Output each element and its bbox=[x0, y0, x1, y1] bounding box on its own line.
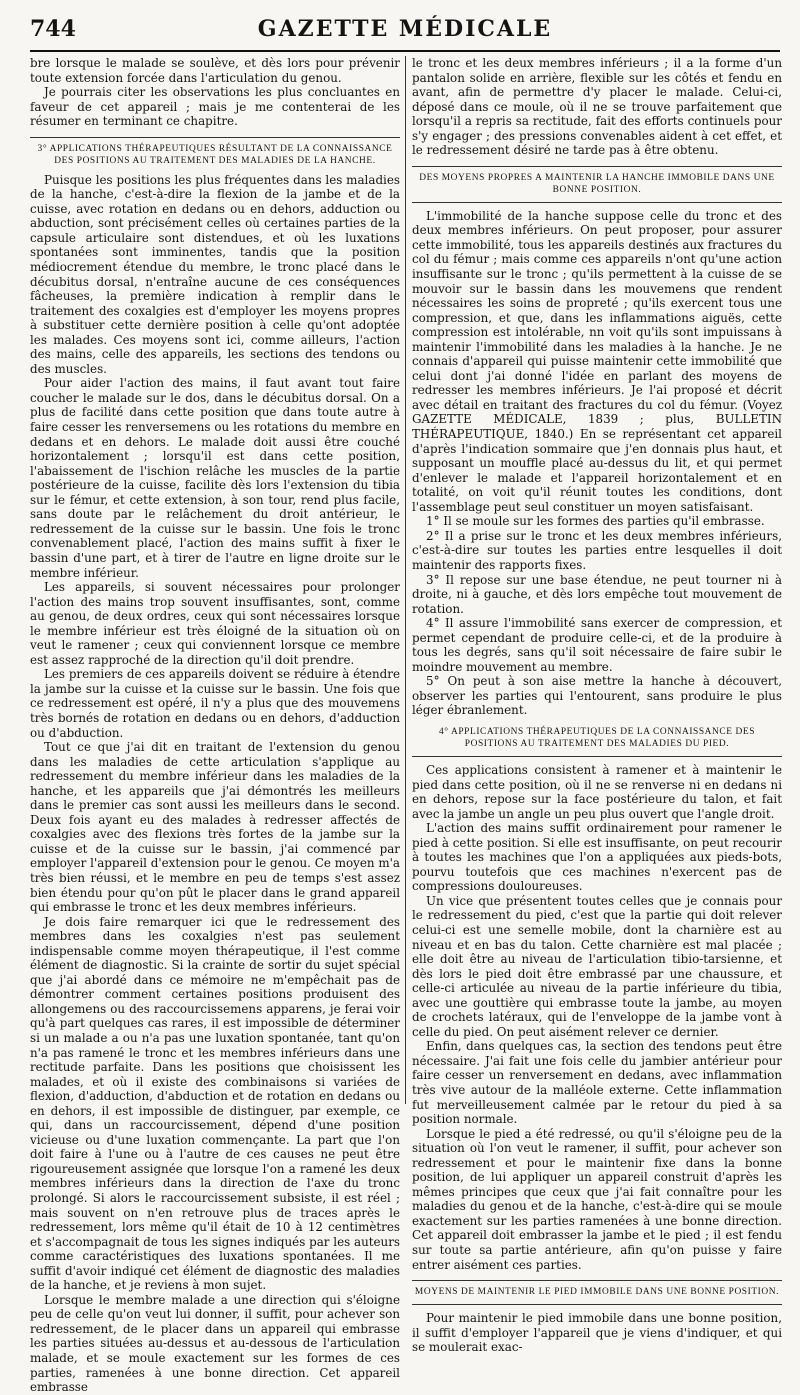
list-item: 3° Il repose sur une base étendue, ne peut tourner ni à droite, ni à gauche, et dès lors empêche tout mouvement de rotation. bbox=[412, 572, 782, 616]
paragraph: Ces applications consistent à ramener et à maintenir le pied dans cette position, où il ne se renverse ni en dedans ni en dehors, repose sur la face postérieure du talon, et fait avec la jambe un angle un peu plus ouvert que l'angle droit. bbox=[412, 762, 782, 821]
paragraph: Je pourrais citer les observations les plus concluantes en faveur de cet appareil ; mais je me contenterai de les résumer en terminant ce chapitre. bbox=[30, 85, 400, 129]
paragraph: Puisque les positions les plus fréquentes dans les maladies de la hanche, c'est-à-dire la flexion de la jambe et de la cuisse, avec rotation en dedans ou en dehors, adduction ou abduction, sont précisément celles où certaines parties de la capsule articulaire sont distendues, et où les luxations spontanées sont imminentes, tandis que la position médiocrement étendue du membre, le tronc placé dans le décubitus dorsal, n'entraîne aucune de ces conséquences fâcheuses, la première indication à remplir dans le traitement des coxalgies est d'employer les moyens propres à substituer cette dernière position à celle qu'ont adoptée les malades. Ces moyens sont ici, comme ailleurs, l'action des mains, celle des appareils, les sections des tendons ou des muscles. bbox=[30, 172, 400, 376]
running-title: GAZETTE MÉDICALE bbox=[257, 16, 553, 42]
page-header bbox=[30, 14, 780, 52]
list-item: 1° Il se moule sur les formes des parties qu'il embrasse. bbox=[426, 514, 765, 529]
paragraph: Les appareils, si souvent nécessaires pour prolonger l'action des mains trop souvent insuffisantes, sont, comme au genou, de deux ordres, ceux qui sont nécessaires lorsque le membre inférieur est très éloigné de la situation où on veut le ramener ; ceux qui conviennent lorsque ce membre est assez rapproché de la direction qu'il doit prendre. bbox=[30, 580, 400, 667]
column-divider bbox=[405, 56, 406, 1104]
section-heading-hip: 3° APPLICATIONS THÉRAPEUTIQUES RÉSULTANT DE LA CONNAISSANCE DES POSITIONS AU TRAITEMENT DES MALADIES DE LA HANCHE. bbox=[30, 137, 400, 167]
paragraph: Tout ce que j'ai dit en traitant de l'extension du genou dans les maladies de cette articulation s'applique au redressement du membre inférieur dans les maladies de la hanche, et les appareils que j'ai démontrés les meilleurs dans le premier cas sont aussi les meilleurs dans le second. Deux fois ayant eu des malades à redresser affectés de coxalgies avec des flexions très fortes de la jambe sur la cuisse et de la cuisse sur le bassin, j'ai commencé par employer l'appareil d'extension pour le genou. Ce moyen m'a très bien réussi, et le membre en peu de temps s'est assez bien étendu pour qu'on pût le placer dans le grand appareil qui embrasse le tronc et les deux membres inférieurs. bbox=[30, 740, 400, 915]
paragraph: Un vice que présentent toutes celles que je connais pour le redressement du pied, c'est que la partie qui doit relever celui-ci est une semelle mobile, dont la charnière est au niveau et en bas du talon. Cette charnière est mal placée ; elle doit être au niveau de l'articulation tibio-tarsienne, et dès lors le pied doit être embrassé par une chaussure, et celle-ci articulée au niveau de la partie inférieure du tibia, avec une gouttière qui embrasse toute la jambe, au moyen de crochets latéraux, qui de l'enveloppe de la jambe vont à celle du pied. On peut aisément relever ce dernier. bbox=[412, 893, 782, 1039]
paragraph: Lorsque le pied a été redressé, ou qu'il s'éloigne peu de la situation où l'on veut le ramener, il suffit, pour achever son redressement et pour le maintenir fixe dans la bonne position, de lui appliquer un appareil construit d'après les mêmes principes que ceux que j'ai fait connaître pour les maladies du genou et de la hanche, c'est-à-dire qui se moule exactement sur les parties ramenées à une bonne direction. Cet appareil doit embrasser la jambe et le pied ; il est fendu sur toute sa partie antérieure, afin qu'on puisse y faire entrer aisément ces parties. bbox=[412, 1126, 782, 1272]
paragraph: Je dois faire remarquer ici que le redressement des membres dans les coxalgies n'est pas seulement indispensable comme moyen thérapeutique, il l'est comme élément de diagnostic. Si la crainte de sortir du sujet spécial que j'ai abordé dans ce mémoire ne m'empêchait pas de démontrer comment certaines positions produisent des allongemens ou des raccourcissemens apparens, je ferai voir qu'à part quelques cas rares, il est impossible de déterminer si un malade a ou n'a pas une luxation spontanée, tant qu'on n'a pas ramené le tronc et les membres inférieurs dans une rectitude parfaite. Dans les positions que choisissent les malades, et où il existe des combinaisons si variées de flexion, d'adduction, d'abduction et de rotation en dedans ou en dehors, il est impossible de distinguer, par exemple, ce qui, dans un raccourcissement, dépend d'une position vicieuse ou d'une luxation commençante. La part que l'on doit faire à l'une ou à l'autre de ces causes ne peut être rigoureusement assignée que lorsque l'on a ramené les deux membres inférieurs dans la direction de l'axe du tronc prolongé. Si alors le raccourcissement subsiste, il est réel ; mais souvent on n'en retrouve plus de traces après le redressement, lors même qu'il était de 10 à 12 centimètres et s'accompagnait de tous les signes indiqués par les auteurs comme caractéristiques des luxations spontanées. Il me suffit d'avoir indiqué cet élément de diagnostic des maladies de la hanche, et je reviens à mon sujet. bbox=[30, 914, 400, 1293]
right-column bbox=[412, 56, 782, 1355]
paragraph: Pour maintenir le pied immobile dans une bonne position, il suffit d'employer l'appareil que je viens d'indiquer, et qui se moulerait exac- bbox=[412, 1311, 782, 1355]
paragraph: Pour aider l'action des mains, il faut avant tout faire coucher le malade sur le dos, dans le décubitus dorsal. On a plus de facilité dans cette position que dans toute autre à faire cesser les renversemens ou les rotations du membre en dedans et en dehors. Le malade doit aussi être couché horizontalement ; lorsqu'il est dans cette position, l'abaissement de l'ischion relâche les muscles de la partie postérieure de la cuisse, facilite dès lors l'extension du tibia sur le fémur, et cette extension, à son tour, rend plus facile, sans doute par le relâchement du droit antérieur, le redressement de la cuisse sur le bassin. Une fois le tronc convenablement placé, l'action des mains suffit à fixer le bassin d'une part, et à tirer de l'autre en ligne droite sur le membre inférieur. bbox=[30, 376, 400, 580]
paragraph: le tronc et les deux membres inférieurs ; il a la forme d'un pantalon solide en arrière, flexible sur les côtés et fendu en avant, afin de permettre d'y placer le malade. Celui-ci, déposé dans ce moule, où il ne se trouve parfaitement que lorsqu'il a repris sa rectitude, fait des efforts continuels pour s'y engager ; des pressions convenables aident à cet effet, et le redressement désiré ne tarde pas à être obtenu. bbox=[412, 56, 782, 158]
list-item: 4° Il assure l'immobilité sans exercer de compression, et permet cependant de produire celle-ci, et de la produire à tous les degrés, sans qu'il soit nécessaire de faire subir le moindre mouvement au membre. bbox=[412, 616, 782, 674]
list-item: 2° Il a prise sur le tronc et les deux membres inférieurs, c'est-à-dire sur toutes les parties entre lesquelles il doit maintenir des rapports fixes. bbox=[412, 528, 782, 572]
paragraph: L'action des mains suffit ordinairement pour ramener le pied à cette position. Si elle est insuffisante, on peut recourir à toutes les machines que l'on a appliquées aux pieds-bots, pourvu toutefois que ces machines n'exercent pas de compressions douloureuses. bbox=[412, 821, 782, 894]
paragraph: Les premiers de ces appareils doivent se réduire à étendre la jambe sur la cuisse et la cuisse sur le bassin. Une fois que ce redressement est opéré, il n'y a plus que des mouvemens très bornés de rotation en dedans ou en dehors, d'adduction ou d'abduction. bbox=[30, 667, 400, 740]
left-column bbox=[30, 56, 400, 1395]
paragraph: L'immobilité de la hanche suppose celle du tronc et des deux membres inférieurs. On peut proposer, pour assurer cette immobilité, tous les appareils destinés aux fractures du col du fémur ; mais comme ces appareils n'ont qu'une action insuffisante sur le tronc ; qu'ils permettent à la cuisse de se mouvoir sur le bassin dans les mouvemens que rendent nécessaires les soins de propreté ; qu'ils exercent tous une compression, et que, dans les inflammations aiguës, cette compression est intolérable, nn voit qu'ils sont impuissans à maintenir l'immobilité dans les maladies à la hanche. Je ne connais d'appareil qui puisse maintenir cette immobilité que celui dont j'ai donné l'idée en parlant des moyens de redresser les membres inférieurs. Je l'ai proposé et décrit avec détail en traitant des fractures du col du fémur. (Voyez GAZETTE MÉDICALE, 1839 ; plus, BULLETIN THÉRAPEUTIQUE, 1840.) En se représentant cet appareil d'après l'indication sommaire que j'en donnais plus haut, et supposant un mouffle placé au-dessus du lit, et qui permet d'enlever le malade et l'appareil horizontalement et en totalité, on voit qu'il réunit toutes les conditions, dont l'assemblage peut seul constituer un moyen satisfaisant. bbox=[412, 208, 782, 514]
paragraph: Lorsque le membre malade a une direction qui s'éloigne peu de celle qu'on veut lui donner, il suffit, pour achever son redressement, de le placer dans un appareil qui embrasse les parties situées au-dessus et au-dessous de l'articulation malade, et se moule exactement sur les formes de ces parties, ramenées à une bonne direction. Cet appareil embrasse bbox=[30, 1292, 400, 1395]
list-item: 5° On peut à son aise mettre la hanche à découvert, observer les parties qui l'entourent, sans produire le plus léger ébranlement. bbox=[412, 674, 782, 718]
section-heading-foot: 4° APPLICATIONS THÉRAPEUTIQUES DE LA CONNAISSANCE DES POSITIONS AU TRAITEMENT DES MALADIES DU PIED. bbox=[412, 726, 782, 757]
section-heading-hip-immobile: DES MOYENS PROPRES A MAINTENIR LA HANCHE IMMOBILE DANS UNE BONNE POSITION. bbox=[412, 166, 782, 203]
paragraph: Enfin, dans quelques cas, la section des tendons peut être nécessaire. J'ai fait une fois celle du jambier antérieur pour faire cesser un renversement en dedans, avec inflammation très vive autour de la malléole externe. Cette inflammation fut merveilleusement calmée par le retour du pied à sa position normale. bbox=[412, 1039, 782, 1127]
page-number: 744 bbox=[30, 16, 76, 42]
paragraph: bre lorsque le malade se soulève, et dès lors pour prévenir toute extension forcée dans l'articulation du genou. bbox=[30, 56, 400, 85]
section-heading-foot-immobile: MOYENS DE MAINTENIR LE PIED IMMOBILE DANS UNE BONNE POSITION. bbox=[412, 1280, 782, 1305]
